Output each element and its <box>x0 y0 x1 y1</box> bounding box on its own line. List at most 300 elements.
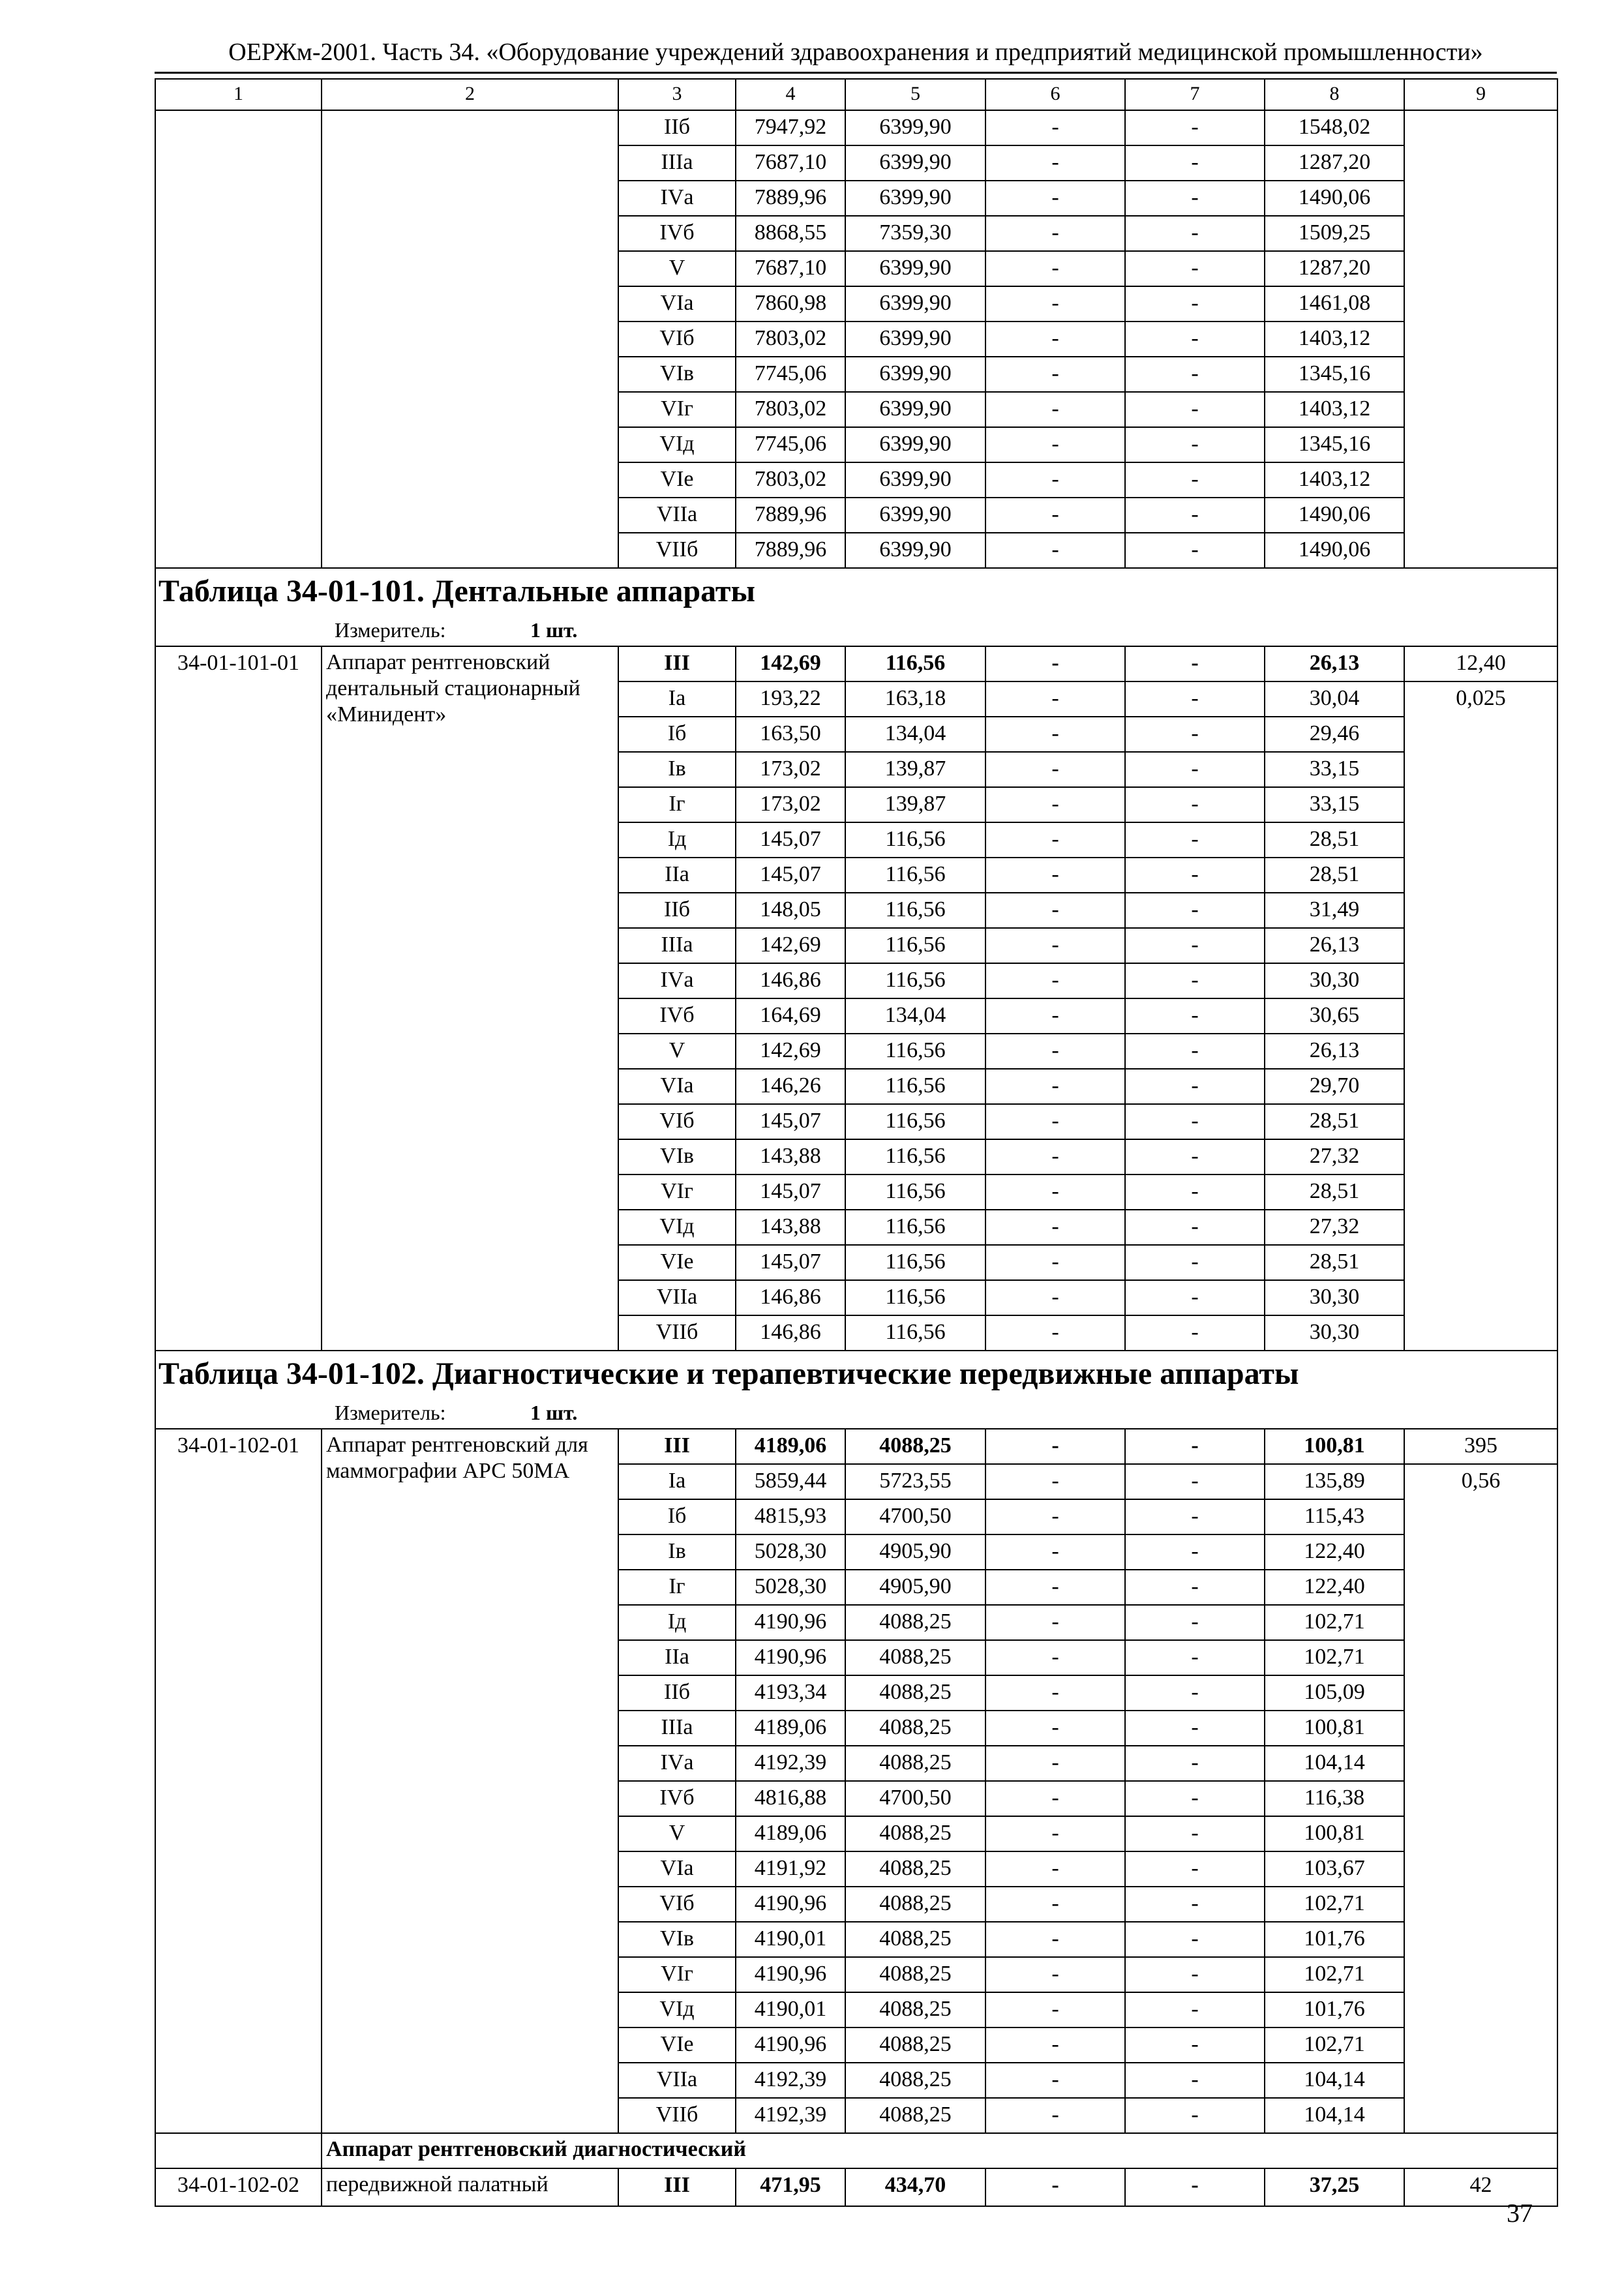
value-cell: 28,51 <box>1265 1245 1404 1280</box>
table-row <box>155 1429 1557 1464</box>
value-cell: 4905,90 <box>845 1570 985 1605</box>
code-cell <box>155 2133 322 2168</box>
table-row <box>155 1398 1557 1429</box>
value-cell: 7687,10 <box>736 145 845 181</box>
value-cell: 4190,96 <box>736 1887 845 1922</box>
value-cell: Iа <box>618 1464 736 1499</box>
value-cell: - <box>985 928 1125 963</box>
value-cell: VIг <box>618 1957 736 1992</box>
value-cell: VIг <box>618 392 736 427</box>
value-cell: 104,14 <box>1265 2063 1404 2098</box>
value-cell: 4190,01 <box>736 1922 845 1957</box>
value-cell: 4192,39 <box>736 2098 845 2133</box>
value-cell: 28,51 <box>1265 1174 1404 1210</box>
value-cell: - <box>1125 2098 1265 2133</box>
value-cell: - <box>985 181 1125 216</box>
value-cell: - <box>1125 787 1265 822</box>
consumption-cell: 395 <box>1404 1429 1557 1464</box>
value-cell: VIб <box>618 322 736 357</box>
value-cell: - <box>1125 858 1265 893</box>
value-cell: - <box>1125 1605 1265 1640</box>
column-header: 6 <box>985 79 1125 110</box>
value-cell: - <box>985 752 1125 787</box>
value-cell: - <box>1125 1464 1265 1499</box>
value-cell: - <box>1125 462 1265 498</box>
value-cell: 4088,25 <box>845 1957 985 1992</box>
value-cell: - <box>985 216 1125 251</box>
value-cell: 146,86 <box>736 1315 845 1351</box>
value-cell: 6399,90 <box>845 322 985 357</box>
value-cell: - <box>985 1851 1125 1887</box>
value-cell: VIд <box>618 1992 736 2027</box>
value-cell: V <box>618 1034 736 1069</box>
consumption-cell: 0,56 <box>1404 1464 1557 2133</box>
value-cell: 173,02 <box>736 787 845 822</box>
value-cell: - <box>985 1499 1125 1534</box>
value-cell: - <box>985 1992 1125 2027</box>
value-cell: - <box>1125 1887 1265 1922</box>
value-cell: 7803,02 <box>736 392 845 427</box>
value-cell: 1490,06 <box>1265 181 1404 216</box>
value-cell: 193,22 <box>736 681 845 717</box>
value-cell: - <box>1125 251 1265 286</box>
value-cell: 143,88 <box>736 1139 845 1174</box>
value-cell: 142,69 <box>736 928 845 963</box>
code-cell: 34-01-102-02 <box>155 2168 322 2206</box>
value-cell: 134,04 <box>845 717 985 752</box>
value-cell: 7889,96 <box>736 533 845 568</box>
value-cell: 4088,25 <box>845 1851 985 1887</box>
value-cell: 26,13 <box>1265 646 1404 681</box>
table-row <box>155 2168 1557 2206</box>
subheading: Аппарат рентгеновский диагностический <box>322 2133 1557 2168</box>
code-cell: 34-01-101-01 <box>155 646 322 1351</box>
value-cell: - <box>985 1245 1125 1280</box>
table-row <box>155 646 1557 681</box>
value-cell: - <box>985 110 1125 145</box>
value-cell: 6399,90 <box>845 427 985 462</box>
value-cell: Iб <box>618 1499 736 1534</box>
value-cell: - <box>985 2063 1125 2098</box>
value-cell: IIб <box>618 1675 736 1711</box>
value-cell: - <box>1125 322 1265 357</box>
value-cell: 146,86 <box>736 1280 845 1315</box>
value-cell: 116,56 <box>845 1315 985 1351</box>
value-cell: 5859,44 <box>736 1464 845 1499</box>
value-cell: 7889,96 <box>736 498 845 533</box>
value-cell: 142,69 <box>736 646 845 681</box>
value-cell: IVб <box>618 998 736 1034</box>
value-cell: 116,38 <box>1265 1781 1404 1816</box>
estimate-table <box>155 78 1558 2207</box>
value-cell: 115,43 <box>1265 1499 1404 1534</box>
unit-row <box>155 616 1557 646</box>
value-cell: 26,13 <box>1265 928 1404 963</box>
value-cell: - <box>985 1887 1125 1922</box>
value-cell: - <box>1125 1957 1265 1992</box>
consumption-cell <box>1404 110 1557 568</box>
value-cell: - <box>1125 110 1265 145</box>
value-cell: - <box>1125 1675 1265 1711</box>
value-cell: 105,09 <box>1265 1675 1404 1711</box>
value-cell: - <box>985 2168 1125 2206</box>
value-cell: 139,87 <box>845 787 985 822</box>
value-cell: - <box>985 1675 1125 1711</box>
value-cell: 6399,90 <box>845 251 985 286</box>
value-cell: 33,15 <box>1265 752 1404 787</box>
value-cell: 116,56 <box>845 1210 985 1245</box>
value-cell: - <box>985 533 1125 568</box>
value-cell: 4193,34 <box>736 1675 845 1711</box>
value-cell: - <box>1125 181 1265 216</box>
value-cell: 4700,50 <box>845 1499 985 1534</box>
value-cell: IIIа <box>618 1711 736 1746</box>
value-cell: IVб <box>618 216 736 251</box>
value-cell: Iг <box>618 1570 736 1605</box>
value-cell: - <box>1125 1104 1265 1139</box>
value-cell: - <box>985 1034 1125 1069</box>
value-cell: - <box>985 998 1125 1034</box>
value-cell: - <box>985 1174 1125 1210</box>
value-cell: VIIа <box>618 2063 736 2098</box>
column-header: 5 <box>845 79 985 110</box>
value-cell: - <box>1125 1139 1265 1174</box>
value-cell: 4190,01 <box>736 1992 845 2027</box>
value-cell: VIIа <box>618 498 736 533</box>
value-cell: 4088,25 <box>845 2027 985 2063</box>
name-cell: Аппарат рентгеновский для маммографии АРС 50МА <box>322 1429 618 2133</box>
value-cell: III <box>618 646 736 681</box>
value-cell: - <box>985 286 1125 322</box>
value-cell: Iд <box>618 1605 736 1640</box>
value-cell: - <box>985 963 1125 998</box>
value-cell: VIб <box>618 1887 736 1922</box>
value-cell: 6399,90 <box>845 462 985 498</box>
unit-label: Измеритель: <box>335 1401 446 1424</box>
value-cell: - <box>1125 1992 1265 2027</box>
value-cell: - <box>1125 392 1265 427</box>
value-cell: 4190,96 <box>736 1640 845 1675</box>
value-cell: - <box>1125 2168 1265 2206</box>
table-row <box>155 616 1557 646</box>
value-cell: - <box>1125 928 1265 963</box>
value-cell: 26,13 <box>1265 1034 1404 1069</box>
value-cell: 1287,20 <box>1265 251 1404 286</box>
column-header: 1 <box>155 79 322 110</box>
value-cell: 1509,25 <box>1265 216 1404 251</box>
value-cell: 104,14 <box>1265 2098 1404 2133</box>
value-cell: 145,07 <box>736 858 845 893</box>
value-cell: - <box>985 2027 1125 2063</box>
value-cell: - <box>985 1104 1125 1139</box>
value-cell: VIе <box>618 462 736 498</box>
value-cell: 6399,90 <box>845 110 985 145</box>
value-cell: 139,87 <box>845 752 985 787</box>
value-cell: 434,70 <box>845 2168 985 2206</box>
table-row <box>155 568 1557 616</box>
value-cell: 4815,93 <box>736 1499 845 1534</box>
value-cell: - <box>985 1640 1125 1675</box>
value-cell: - <box>985 787 1125 822</box>
value-cell: VIе <box>618 1245 736 1280</box>
consumption-cell: 42 <box>1404 2168 1557 2206</box>
value-cell: 173,02 <box>736 752 845 787</box>
value-cell: V <box>618 1816 736 1851</box>
page-header: ОЕРЖм-2001. Часть 34. «Оборудование учреждений здравоохранения и предприятий медицинской промышленности» <box>228 38 1483 66</box>
value-cell: 4088,25 <box>845 1992 985 2027</box>
value-cell: IIб <box>618 110 736 145</box>
value-cell: - <box>985 1922 1125 1957</box>
value-cell: VIа <box>618 1851 736 1887</box>
value-cell: VIа <box>618 286 736 322</box>
value-cell: 6399,90 <box>845 533 985 568</box>
value-cell: - <box>985 498 1125 533</box>
value-cell: 163,18 <box>845 681 985 717</box>
value-cell: 4088,25 <box>845 1887 985 1922</box>
value-cell: VIб <box>618 1104 736 1139</box>
value-cell: 4192,39 <box>736 2063 845 2098</box>
value-cell: - <box>1125 1640 1265 1675</box>
value-cell: - <box>1125 963 1265 998</box>
consumption-cell: 0,025 <box>1404 681 1557 1351</box>
value-cell: 116,56 <box>845 1139 985 1174</box>
value-cell: III <box>618 1429 736 1464</box>
value-cell: 28,51 <box>1265 822 1404 858</box>
value-cell: IVа <box>618 963 736 998</box>
value-cell: 30,30 <box>1265 1315 1404 1351</box>
value-cell: VIе <box>618 2027 736 2063</box>
value-cell: - <box>1125 681 1265 717</box>
value-cell: - <box>985 893 1125 928</box>
value-cell: - <box>985 357 1125 392</box>
value-cell: - <box>985 251 1125 286</box>
value-cell: 122,40 <box>1265 1534 1404 1570</box>
value-cell: 30,30 <box>1265 1280 1404 1315</box>
value-cell: - <box>985 1139 1125 1174</box>
value-cell: 33,15 <box>1265 787 1404 822</box>
value-cell: 4190,96 <box>736 2027 845 2063</box>
value-cell: - <box>1125 357 1265 392</box>
value-cell: Iв <box>618 1534 736 1570</box>
value-cell: 116,56 <box>845 1104 985 1139</box>
value-cell: - <box>1125 822 1265 858</box>
value-cell: 6399,90 <box>845 145 985 181</box>
value-cell: - <box>985 2098 1125 2133</box>
value-cell: 116,56 <box>845 1280 985 1315</box>
value-cell: 1461,08 <box>1265 286 1404 322</box>
value-cell: 4088,25 <box>845 1429 985 1464</box>
value-cell: VIIб <box>618 2098 736 2133</box>
value-cell: 4189,06 <box>736 1711 845 1746</box>
value-cell: - <box>985 1957 1125 1992</box>
value-cell: 7860,98 <box>736 286 845 322</box>
value-cell: IIа <box>618 1640 736 1675</box>
value-cell: - <box>985 1746 1125 1781</box>
value-cell: IIб <box>618 893 736 928</box>
value-cell: - <box>1125 893 1265 928</box>
value-cell: - <box>1125 1429 1265 1464</box>
value-cell: IVа <box>618 1746 736 1781</box>
value-cell: 116,56 <box>845 1034 985 1069</box>
value-cell: 4700,50 <box>845 1781 985 1816</box>
consumption-cell: 12,40 <box>1404 646 1557 681</box>
value-cell: 1490,06 <box>1265 533 1404 568</box>
value-cell: 102,71 <box>1265 1605 1404 1640</box>
value-cell: 143,88 <box>736 1210 845 1245</box>
value-cell: - <box>1125 427 1265 462</box>
value-cell: 1548,02 <box>1265 110 1404 145</box>
value-cell: 4191,92 <box>736 1851 845 1887</box>
value-cell: - <box>985 822 1125 858</box>
header-rule <box>155 72 1557 74</box>
value-cell: - <box>1125 145 1265 181</box>
value-cell: 122,40 <box>1265 1570 1404 1605</box>
value-cell: 1403,12 <box>1265 462 1404 498</box>
value-cell: 5028,30 <box>736 1570 845 1605</box>
value-cell: 102,71 <box>1265 1887 1404 1922</box>
value-cell: - <box>985 462 1125 498</box>
value-cell: - <box>1125 1069 1265 1104</box>
value-cell: - <box>985 1816 1125 1851</box>
value-cell: 116,56 <box>845 1174 985 1210</box>
column-header: 4 <box>736 79 845 110</box>
value-cell: 116,56 <box>845 1069 985 1104</box>
value-cell: - <box>1125 1534 1265 1570</box>
value-cell: 7803,02 <box>736 462 845 498</box>
value-cell: - <box>985 1429 1125 1464</box>
value-cell: - <box>985 1069 1125 1104</box>
value-cell: 30,30 <box>1265 963 1404 998</box>
name-cell <box>322 110 618 568</box>
value-cell: - <box>1125 2063 1265 2098</box>
value-cell: - <box>985 322 1125 357</box>
value-cell: 6399,90 <box>845 286 985 322</box>
value-cell: 4088,25 <box>845 2063 985 2098</box>
value-cell: 471,95 <box>736 2168 845 2206</box>
value-cell: 145,07 <box>736 1104 845 1139</box>
value-cell: 29,70 <box>1265 1069 1404 1104</box>
value-cell: 134,04 <box>845 998 985 1034</box>
value-cell: 7359,30 <box>845 216 985 251</box>
value-cell: 7947,92 <box>736 110 845 145</box>
value-cell: 116,56 <box>845 1245 985 1280</box>
value-cell: Iг <box>618 787 736 822</box>
value-cell: VIд <box>618 1210 736 1245</box>
table-title: Таблица 34-01-102. Диагностические и терапевтические передвижные аппараты <box>155 1351 1557 1398</box>
value-cell: 6399,90 <box>845 357 985 392</box>
value-cell: - <box>1125 1034 1265 1069</box>
value-cell: 30,04 <box>1265 681 1404 717</box>
code-cell <box>155 110 322 568</box>
value-cell: - <box>985 858 1125 893</box>
unit-label: Измеритель: <box>335 618 446 642</box>
value-cell: - <box>985 1781 1125 1816</box>
value-cell: 100,81 <box>1265 1429 1404 1464</box>
value-cell: - <box>1125 998 1265 1034</box>
value-cell: V <box>618 251 736 286</box>
value-cell: IIIа <box>618 145 736 181</box>
value-cell: 7687,10 <box>736 251 845 286</box>
value-cell: 116,56 <box>845 928 985 963</box>
value-cell: - <box>1125 1781 1265 1816</box>
value-cell: - <box>985 646 1125 681</box>
value-cell: 4088,25 <box>845 1675 985 1711</box>
value-cell: 27,32 <box>1265 1210 1404 1245</box>
value-cell: 37,25 <box>1265 2168 1404 2206</box>
value-cell: VIд <box>618 427 736 462</box>
value-cell: 116,56 <box>845 822 985 858</box>
value-cell: - <box>1125 1280 1265 1315</box>
value-cell: 4088,25 <box>845 1922 985 1957</box>
value-cell: 30,65 <box>1265 998 1404 1034</box>
value-cell: 163,50 <box>736 717 845 752</box>
value-cell: - <box>1125 498 1265 533</box>
value-cell: IIа <box>618 858 736 893</box>
value-cell: 102,71 <box>1265 1957 1404 1992</box>
value-cell: - <box>1125 1816 1265 1851</box>
value-cell: - <box>1125 1245 1265 1280</box>
value-cell: - <box>985 1464 1125 1499</box>
table-row <box>155 110 1557 145</box>
value-cell: - <box>1125 646 1265 681</box>
value-cell: VIг <box>618 1174 736 1210</box>
value-cell: - <box>1125 1851 1265 1887</box>
value-cell: 1345,16 <box>1265 427 1404 462</box>
value-cell: Iб <box>618 717 736 752</box>
value-cell: 4088,25 <box>845 1605 985 1640</box>
value-cell: 27,32 <box>1265 1139 1404 1174</box>
value-cell: 145,07 <box>736 1174 845 1210</box>
value-cell: - <box>985 1570 1125 1605</box>
table-row <box>155 79 1557 110</box>
name-cell: Аппарат рентгеновский дентальный стационарный «Минидент» <box>322 646 618 1351</box>
value-cell: 6399,90 <box>845 181 985 216</box>
value-cell: - <box>1125 1499 1265 1534</box>
value-cell: 1490,06 <box>1265 498 1404 533</box>
value-cell: 28,51 <box>1265 858 1404 893</box>
value-cell: 116,56 <box>845 858 985 893</box>
value-cell: VIа <box>618 1069 736 1104</box>
value-cell: - <box>1125 533 1265 568</box>
value-cell: 4192,39 <box>736 1746 845 1781</box>
value-cell: 4189,06 <box>736 1429 845 1464</box>
value-cell: 4816,88 <box>736 1781 845 1816</box>
unit-value: 1 шт. <box>530 618 578 642</box>
value-cell: 101,76 <box>1265 1992 1404 2027</box>
unit-value: 1 шт. <box>530 1401 578 1424</box>
value-cell: - <box>1125 2027 1265 2063</box>
name-cell: передвижной палатный <box>322 2168 618 2206</box>
value-cell: 102,71 <box>1265 2027 1404 2063</box>
value-cell: 100,81 <box>1265 1816 1404 1851</box>
value-cell: - <box>1125 752 1265 787</box>
value-cell: - <box>1125 1746 1265 1781</box>
column-header: 3 <box>618 79 736 110</box>
value-cell: 148,05 <box>736 893 845 928</box>
column-header: 7 <box>1125 79 1265 110</box>
value-cell: 164,69 <box>736 998 845 1034</box>
value-cell: - <box>1125 1174 1265 1210</box>
value-cell: - <box>985 1534 1125 1570</box>
page-number: 37 <box>1507 2198 1533 2228</box>
value-cell: 146,26 <box>736 1069 845 1104</box>
value-cell: 116,56 <box>845 963 985 998</box>
value-cell: - <box>1125 286 1265 322</box>
value-cell: 29,46 <box>1265 717 1404 752</box>
table-row <box>155 1351 1557 1398</box>
value-cell: IVб <box>618 1781 736 1816</box>
value-cell: - <box>1125 717 1265 752</box>
